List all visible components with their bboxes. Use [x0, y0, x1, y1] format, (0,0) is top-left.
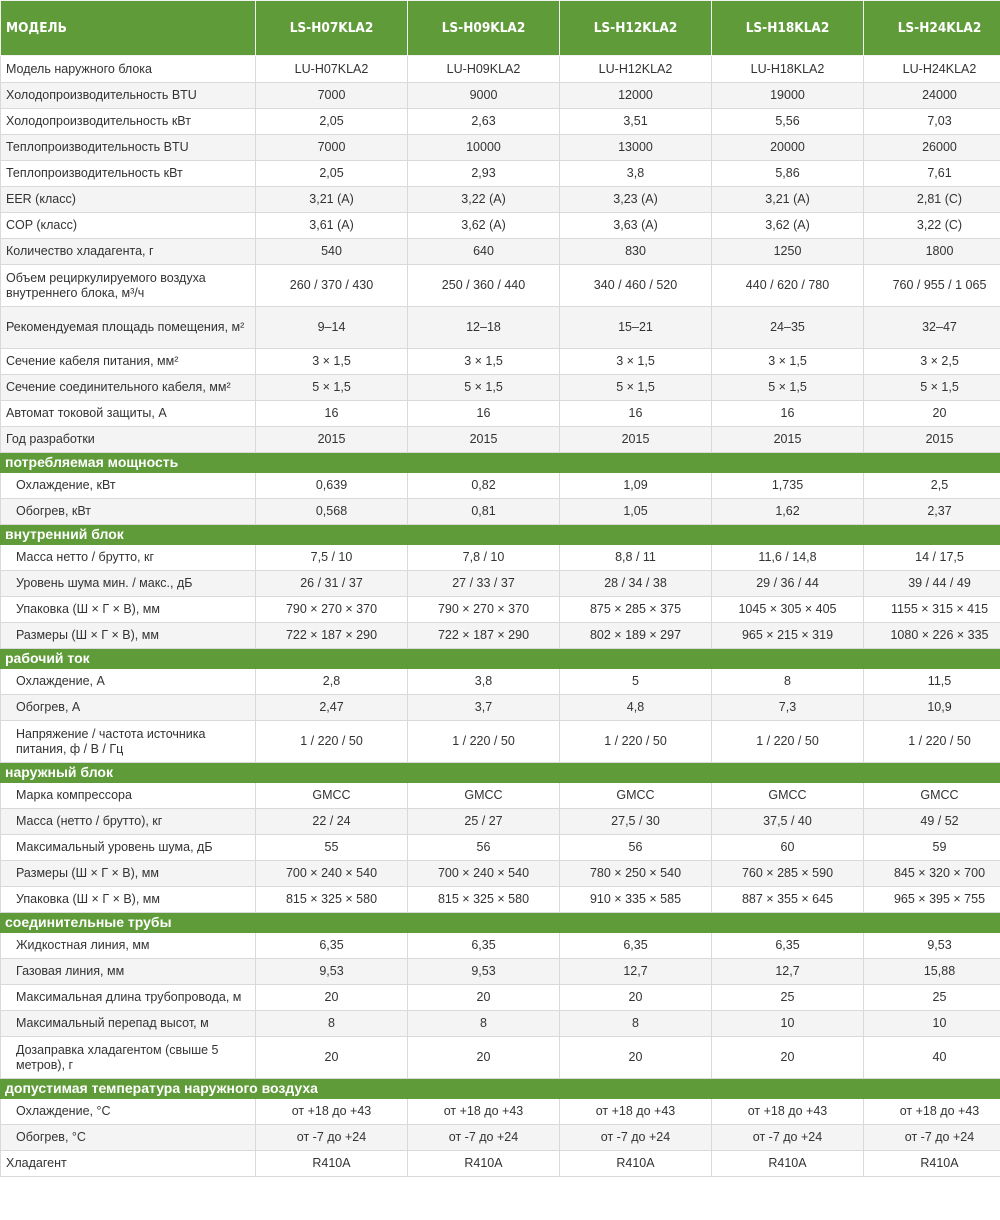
table-row [1, 109, 1000, 135]
value-cell: 32–47 [864, 307, 1000, 349]
value-cell: 8 [560, 1011, 712, 1037]
row-label: Холодопроизводительность кВт [1, 109, 256, 135]
value-cell: 20 [256, 1037, 408, 1079]
value-cell: 24000 [864, 83, 1000, 109]
value-cell: 20 [560, 985, 712, 1011]
value-cell: 3 × 2,5 [864, 349, 1000, 375]
value-cell: 887 × 355 × 645 [712, 887, 864, 913]
value-cell: R410A [256, 1151, 408, 1177]
value-cell: 540 [256, 239, 408, 265]
value-cell: 12000 [560, 83, 712, 109]
value-cell: 3 × 1,5 [712, 349, 864, 375]
value-cell: 2,5 [864, 473, 1000, 499]
value-cell: 2,8 [256, 669, 408, 695]
row-label: COP (класс) [1, 213, 256, 239]
value-cell: 3,63 (A) [560, 213, 712, 239]
table-row [1, 695, 1000, 721]
value-cell: 27 / 33 / 37 [408, 571, 560, 597]
value-cell: 5 × 1,5 [560, 375, 712, 401]
section-header-row [1, 649, 1000, 669]
value-cell: 910 × 335 × 585 [560, 887, 712, 913]
value-cell: 25 [712, 985, 864, 1011]
row-label: Дозаправка хладагентом (свыше 5 метров), г [1, 1037, 256, 1079]
value-cell: 20 [712, 1037, 864, 1079]
value-cell: 22 / 24 [256, 809, 408, 835]
value-cell: 0,81 [408, 499, 560, 525]
value-cell: 20 [408, 985, 560, 1011]
table-row [1, 265, 1000, 307]
value-cell: 3,8 [408, 669, 560, 695]
value-cell: 845 × 320 × 700 [864, 861, 1000, 887]
value-cell: 790 × 270 × 370 [408, 597, 560, 623]
value-cell: 20 [408, 1037, 560, 1079]
table-row [1, 985, 1000, 1011]
value-cell: 340 / 460 / 520 [560, 265, 712, 307]
model-column-header: LS-H24KLA2 [864, 1, 1000, 56]
value-cell: 39 / 44 / 49 [864, 571, 1000, 597]
value-cell: 7,61 [864, 161, 1000, 187]
table-row [1, 933, 1000, 959]
value-cell: 7,03 [864, 109, 1000, 135]
value-cell: 9,53 [256, 959, 408, 985]
value-cell: 56 [560, 835, 712, 861]
value-cell: 20 [864, 401, 1000, 427]
value-cell: 28 / 34 / 38 [560, 571, 712, 597]
value-cell: 7000 [256, 135, 408, 161]
table-row [1, 135, 1000, 161]
value-cell: 14 / 17,5 [864, 545, 1000, 571]
section-header-row [1, 1079, 1000, 1099]
value-cell: 16 [712, 401, 864, 427]
value-cell: 40 [864, 1037, 1000, 1079]
value-cell: 1155 × 315 × 415 [864, 597, 1000, 623]
value-cell: 3 × 1,5 [560, 349, 712, 375]
value-cell: 56 [408, 835, 560, 861]
value-cell: 19000 [712, 83, 864, 109]
value-cell: 20000 [712, 135, 864, 161]
table-row [1, 213, 1000, 239]
value-cell: 815 × 325 × 580 [256, 887, 408, 913]
value-cell: 25 / 27 [408, 809, 560, 835]
section-title: соединительные трубы [1, 913, 1000, 933]
value-cell: 815 × 325 × 580 [408, 887, 560, 913]
value-cell: 3,21 (A) [712, 187, 864, 213]
row-label: Размеры (Ш × Г × В), мм [1, 861, 256, 887]
value-cell: 802 × 189 × 297 [560, 623, 712, 649]
value-cell: от +18 до +43 [560, 1099, 712, 1125]
value-cell: 1 / 220 / 50 [864, 721, 1000, 763]
value-cell: 12,7 [560, 959, 712, 985]
value-cell: 2,63 [408, 109, 560, 135]
value-cell: 3,21 (A) [256, 187, 408, 213]
value-cell: 3,62 (A) [408, 213, 560, 239]
table-row [1, 1037, 1000, 1079]
value-cell: R410A [712, 1151, 864, 1177]
value-cell: 12–18 [408, 307, 560, 349]
table-row [1, 669, 1000, 695]
value-cell: 5,86 [712, 161, 864, 187]
value-cell: LU-H07KLA2 [256, 56, 408, 83]
value-cell: от -7 до +24 [560, 1125, 712, 1151]
value-cell: 7,5 / 10 [256, 545, 408, 571]
value-cell: 1 / 220 / 50 [560, 721, 712, 763]
value-cell: 4,8 [560, 695, 712, 721]
model-header: МОДЕЛЬ [1, 1, 256, 56]
section-header-row [1, 525, 1000, 545]
value-cell: 3,62 (A) [712, 213, 864, 239]
row-label: Хладагент [1, 1151, 256, 1177]
value-cell: 0,82 [408, 473, 560, 499]
value-cell: 1 / 220 / 50 [256, 721, 408, 763]
value-cell: 965 × 215 × 319 [712, 623, 864, 649]
row-label: Количество хладагента, г [1, 239, 256, 265]
value-cell: 27,5 / 30 [560, 809, 712, 835]
value-cell: 3,7 [408, 695, 560, 721]
row-label: Обогрев, °С [1, 1125, 256, 1151]
value-cell: 1045 × 305 × 405 [712, 597, 864, 623]
row-label: Теплопроизводительность BTU [1, 135, 256, 161]
table-row [1, 835, 1000, 861]
table-row [1, 1099, 1000, 1125]
value-cell: 3,61 (A) [256, 213, 408, 239]
value-cell: 37,5 / 40 [712, 809, 864, 835]
specs-body [1, 56, 1000, 1177]
value-cell: 0,568 [256, 499, 408, 525]
table-row [1, 349, 1000, 375]
row-label: Уровень шума мин. / макс., дБ [1, 571, 256, 597]
row-label: Сечение соединительного кабеля, мм² [1, 375, 256, 401]
section-header-row [1, 913, 1000, 933]
section-title: рабочий ток [1, 649, 1000, 669]
value-cell: 10 [864, 1011, 1000, 1037]
value-cell: 2,05 [256, 161, 408, 187]
value-cell: GMCC [560, 783, 712, 809]
value-cell: 700 × 240 × 540 [408, 861, 560, 887]
value-cell: 260 / 370 / 430 [256, 265, 408, 307]
value-cell: 8 [408, 1011, 560, 1037]
row-label: Максимальная длина трубопровода, м [1, 985, 256, 1011]
value-cell: от +18 до +43 [712, 1099, 864, 1125]
value-cell: 7,8 / 10 [408, 545, 560, 571]
value-cell: LU-H18KLA2 [712, 56, 864, 83]
value-cell: 1,735 [712, 473, 864, 499]
value-cell: 1,09 [560, 473, 712, 499]
row-label: Охлаждение, °С [1, 1099, 256, 1125]
value-cell: 3,22 (C) [864, 213, 1000, 239]
value-cell: LU-H12KLA2 [560, 56, 712, 83]
value-cell: 5 × 1,5 [712, 375, 864, 401]
table-row [1, 545, 1000, 571]
row-label: Объем рециркулируемого воздуха внутреннего блока, м³/ч [1, 265, 256, 307]
value-cell: 49 / 52 [864, 809, 1000, 835]
value-cell: 440 / 620 / 780 [712, 265, 864, 307]
row-label: Упаковка (Ш × Г × В), мм [1, 887, 256, 913]
value-cell: 24–35 [712, 307, 864, 349]
value-cell: от +18 до +43 [256, 1099, 408, 1125]
table-row [1, 783, 1000, 809]
value-cell: 12,7 [712, 959, 864, 985]
value-cell: 1080 × 226 × 335 [864, 623, 1000, 649]
value-cell: R410A [864, 1151, 1000, 1177]
table-row [1, 239, 1000, 265]
value-cell: 790 × 270 × 370 [256, 597, 408, 623]
table-row [1, 809, 1000, 835]
row-label: Упаковка (Ш × Г × В), мм [1, 597, 256, 623]
value-cell: 2015 [408, 427, 560, 453]
value-cell: 5 × 1,5 [256, 375, 408, 401]
value-cell: 5 × 1,5 [408, 375, 560, 401]
value-cell: 9000 [408, 83, 560, 109]
row-label: Автомат токовой защиты, А [1, 401, 256, 427]
row-label: Жидкостная линия, мм [1, 933, 256, 959]
value-cell: R410A [560, 1151, 712, 1177]
row-label: Охлаждение, А [1, 669, 256, 695]
value-cell: 29 / 36 / 44 [712, 571, 864, 597]
value-cell: 0,639 [256, 473, 408, 499]
value-cell: 8 [256, 1011, 408, 1037]
row-label: Максимальный перепад высот, м [1, 1011, 256, 1037]
table-row [1, 1151, 1000, 1177]
value-cell: 3 × 1,5 [408, 349, 560, 375]
value-cell: от +18 до +43 [864, 1099, 1000, 1125]
value-cell: 875 × 285 × 375 [560, 597, 712, 623]
table-row [1, 187, 1000, 213]
value-cell: 1 / 220 / 50 [712, 721, 864, 763]
value-cell: 722 × 187 × 290 [256, 623, 408, 649]
table-row [1, 307, 1000, 349]
value-cell: 10,9 [864, 695, 1000, 721]
header-row [1, 1, 1000, 56]
row-label: Размеры (Ш × Г × В), мм [1, 623, 256, 649]
value-cell: 250 / 360 / 440 [408, 265, 560, 307]
table-row [1, 571, 1000, 597]
table-row [1, 375, 1000, 401]
row-label: Масса нетто / брутто, кг [1, 545, 256, 571]
value-cell: 59 [864, 835, 1000, 861]
value-cell: 8 [712, 669, 864, 695]
value-cell: 830 [560, 239, 712, 265]
row-label: Год разработки [1, 427, 256, 453]
table-row [1, 623, 1000, 649]
value-cell: 6,35 [408, 933, 560, 959]
row-label: Холодопроизводительность BTU [1, 83, 256, 109]
table-row [1, 161, 1000, 187]
value-cell: 15–21 [560, 307, 712, 349]
value-cell: R410A [408, 1151, 560, 1177]
table-row [1, 597, 1000, 623]
value-cell: 55 [256, 835, 408, 861]
model-column-header: LS-H07KLA2 [256, 1, 408, 56]
value-cell: 1800 [864, 239, 1000, 265]
row-label: Модель наружного блока [1, 56, 256, 83]
value-cell: 2,37 [864, 499, 1000, 525]
row-label: Напряжение / частота источника питания, ф / В / Гц [1, 721, 256, 763]
row-label: Рекомендуемая площадь помещения, м² [1, 307, 256, 349]
value-cell: от -7 до +24 [712, 1125, 864, 1151]
value-cell: 20 [560, 1037, 712, 1079]
value-cell: LU-H24KLA2 [864, 56, 1000, 83]
value-cell: от +18 до +43 [408, 1099, 560, 1125]
value-cell: 6,35 [256, 933, 408, 959]
value-cell: от -7 до +24 [256, 1125, 408, 1151]
value-cell: 2015 [864, 427, 1000, 453]
row-label: Масса (нетто / брутто), кг [1, 809, 256, 835]
value-cell: 9–14 [256, 307, 408, 349]
value-cell: 1250 [712, 239, 864, 265]
table-row [1, 887, 1000, 913]
row-label: Охлаждение, кВт [1, 473, 256, 499]
value-cell: 2015 [712, 427, 864, 453]
row-label: Теплопроизводительность кВт [1, 161, 256, 187]
value-cell: GMCC [864, 783, 1000, 809]
value-cell: 25 [864, 985, 1000, 1011]
value-cell: 6,35 [712, 933, 864, 959]
value-cell: 700 × 240 × 540 [256, 861, 408, 887]
row-label: Максимальный уровень шума, дБ [1, 835, 256, 861]
value-cell: 8,8 / 11 [560, 545, 712, 571]
table-row [1, 427, 1000, 453]
value-cell: от -7 до +24 [864, 1125, 1000, 1151]
value-cell: 5 [560, 669, 712, 695]
table-row [1, 959, 1000, 985]
section-title: наружный блок [1, 763, 1000, 783]
section-title: потребляемая мощность [1, 453, 1000, 473]
value-cell: 11,5 [864, 669, 1000, 695]
value-cell: GMCC [256, 783, 408, 809]
model-column-header: LS-H09KLA2 [408, 1, 560, 56]
table-row [1, 499, 1000, 525]
value-cell: 3,8 [560, 161, 712, 187]
value-cell: 1,05 [560, 499, 712, 525]
value-cell: 20 [256, 985, 408, 1011]
value-cell: 16 [256, 401, 408, 427]
value-cell: от -7 до +24 [408, 1125, 560, 1151]
value-cell: 2,05 [256, 109, 408, 135]
table-row [1, 401, 1000, 427]
row-label: Газовая линия, мм [1, 959, 256, 985]
value-cell: 965 × 395 × 755 [864, 887, 1000, 913]
table-row [1, 1011, 1000, 1037]
value-cell: 7,3 [712, 695, 864, 721]
value-cell: 760 / 955 / 1 065 [864, 265, 1000, 307]
value-cell: 2015 [560, 427, 712, 453]
value-cell: 2015 [256, 427, 408, 453]
value-cell: 26000 [864, 135, 1000, 161]
table-row [1, 473, 1000, 499]
value-cell: 2,81 (C) [864, 187, 1000, 213]
table-row [1, 861, 1000, 887]
value-cell: 10 [712, 1011, 864, 1037]
value-cell: 2,93 [408, 161, 560, 187]
value-cell: 780 × 250 × 540 [560, 861, 712, 887]
value-cell: 1,62 [712, 499, 864, 525]
value-cell: 3,51 [560, 109, 712, 135]
row-label: Марка компрессора [1, 783, 256, 809]
value-cell: 9,53 [864, 933, 1000, 959]
table-row [1, 56, 1000, 83]
value-cell: LU-H09KLA2 [408, 56, 560, 83]
model-column-header: LS-H12KLA2 [560, 1, 712, 56]
value-cell: 5,56 [712, 109, 864, 135]
value-cell: 11,6 / 14,8 [712, 545, 864, 571]
model-column-header: LS-H18KLA2 [712, 1, 864, 56]
value-cell: 3,23 (A) [560, 187, 712, 213]
section-header-row [1, 453, 1000, 473]
value-cell: 3,22 (A) [408, 187, 560, 213]
value-cell: 2,47 [256, 695, 408, 721]
value-cell: 722 × 187 × 290 [408, 623, 560, 649]
row-label: Сечение кабеля питания, мм² [1, 349, 256, 375]
value-cell: 760 × 285 × 590 [712, 861, 864, 887]
value-cell: 1 / 220 / 50 [408, 721, 560, 763]
value-cell: 6,35 [560, 933, 712, 959]
value-cell: 16 [560, 401, 712, 427]
section-title: допустимая температура наружного воздуха [1, 1079, 1000, 1099]
value-cell: 7000 [256, 83, 408, 109]
table-row [1, 83, 1000, 109]
value-cell: 13000 [560, 135, 712, 161]
value-cell: GMCC [712, 783, 864, 809]
value-cell: 15,88 [864, 959, 1000, 985]
table-row [1, 721, 1000, 763]
section-header-row [1, 763, 1000, 783]
table-row [1, 1125, 1000, 1151]
row-label: Обогрев, кВт [1, 499, 256, 525]
row-label: Обогрев, А [1, 695, 256, 721]
value-cell: 5 × 1,5 [864, 375, 1000, 401]
value-cell: 26 / 31 / 37 [256, 571, 408, 597]
value-cell: 9,53 [408, 959, 560, 985]
value-cell: 3 × 1,5 [256, 349, 408, 375]
value-cell: GMCC [408, 783, 560, 809]
value-cell: 16 [408, 401, 560, 427]
value-cell: 60 [712, 835, 864, 861]
value-cell: 640 [408, 239, 560, 265]
row-label: EER (класс) [1, 187, 256, 213]
value-cell: 10000 [408, 135, 560, 161]
section-title: внутренний блок [1, 525, 1000, 545]
